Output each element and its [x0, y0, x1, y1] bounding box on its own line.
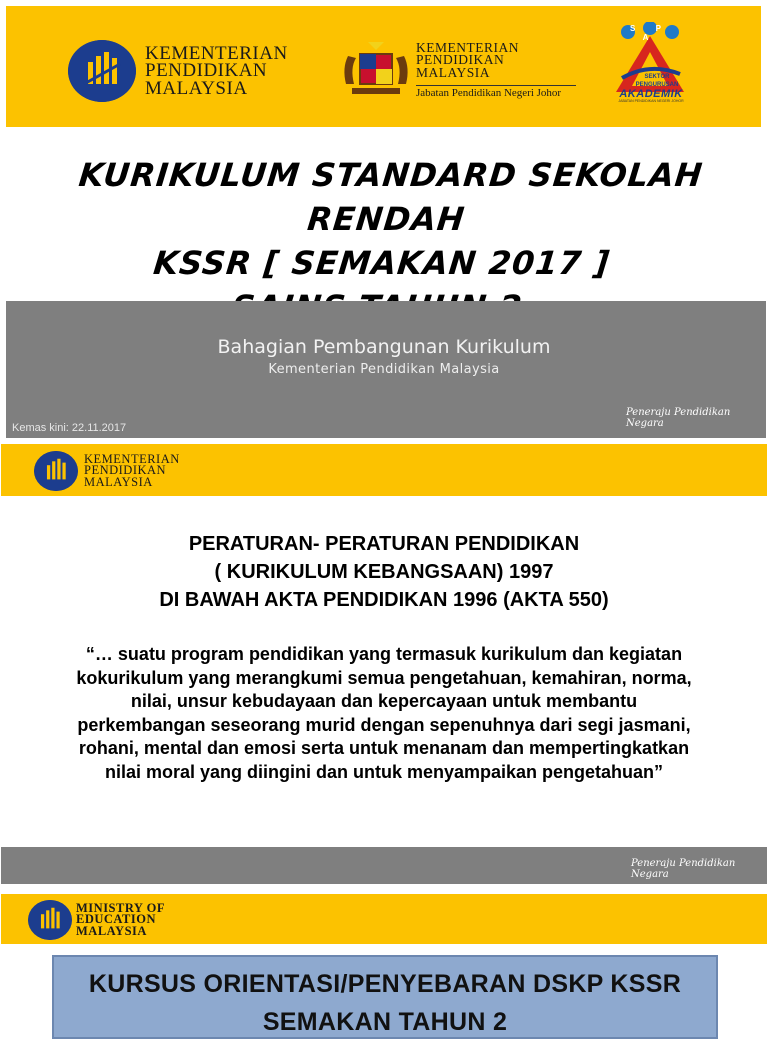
- spa-logo-line4: JABATAN PENDIDIKAN NEGERI JOHOR: [618, 99, 684, 103]
- jpn-logo-line2: PENDIDIKAN: [416, 52, 505, 68]
- jpn-logo-divider: [416, 85, 576, 86]
- coat-of-arms-icon: [338, 38, 414, 100]
- kpm-small-line3: MALAYSIA: [84, 474, 153, 489]
- spa-logo-line1: SEKTOR: [644, 74, 670, 80]
- kpm-small-line1: KEMENTERIAN: [84, 451, 180, 466]
- kpm-logo: [68, 40, 288, 102]
- moe-logo-line2: EDUCATION: [76, 912, 156, 927]
- subtitle-ministry: Kementerian Pendidikan Malaysia: [268, 362, 500, 377]
- slide1-tagline: Peneraju Pendidikan Negara: [626, 407, 731, 429]
- quote-line-5: rohani, mental dan emosi serta untuk menanam dan mempertingkatkan: [78, 738, 690, 758]
- quote-line-6: nilai moral yang diingini dan untuk menyampaikan pengetahuan”: [104, 761, 664, 782]
- course-title-box: [52, 955, 718, 1039]
- kpm-emblem-icon: [68, 40, 136, 102]
- slide2-tagline: Peneraju Pendidikan Negara: [631, 858, 736, 880]
- moe-logo-line3: MALAYSIA: [76, 923, 147, 938]
- kpm-small-line2: PENDIDIKAN: [84, 463, 167, 478]
- updated-date: Kemas kini: 22.11.2017: [12, 422, 127, 434]
- spa-logo: [608, 22, 692, 104]
- kpm-logo-line2: PENDIDIKAN: [145, 60, 268, 82]
- quote-line-1: “… suatu program pendidikan yang termasuk kurikulum dan kegiatan: [85, 644, 683, 664]
- kpm-emblem-icon: [34, 451, 78, 491]
- regulation-heading-2: ( KURIKULUM KEBANGSAAN) 1997: [214, 561, 554, 583]
- subtitle: Bahagian Pembangunan Kurikulum: [217, 336, 551, 358]
- spa-badge: S P A: [630, 24, 670, 42]
- quote-line-3: nilai, unsur kebudayaan dan kepercayaan untuk membantu: [130, 691, 638, 711]
- kpm-logo-line1: KEMENTERIAN: [145, 42, 288, 64]
- moe-logo-line1: MINISTRY OF: [76, 900, 165, 915]
- curriculum-quote: [40, 643, 728, 784]
- moe-emblem-icon: [28, 900, 72, 940]
- jpn-logo-line3: MALAYSIA: [416, 64, 491, 80]
- moe-logo: [28, 900, 165, 940]
- spa-logo-line2: PENGURUSAN: [635, 82, 679, 88]
- kpm-logo-small: [34, 451, 180, 491]
- regulation-heading-1: PERATURAN- PERATURAN PENDIDIKAN: [188, 533, 580, 555]
- title-line-1: KURIKULUM STANDARD SEKOLAH RENDAH: [77, 156, 705, 238]
- quote-line-4: perkembangan seseorang murid dengan sepenuhnya dari segi jasmani,: [77, 714, 691, 735]
- quote-line-2: kokurikulum yang merangkumi semua pengetahuan, kemahiran, norma,: [76, 667, 692, 688]
- course-title-line-2: SEMAKAN TAHUN 2: [262, 1008, 508, 1036]
- regulation-heading-3: DI BAWAH AKTA PENDIDIKAN 1996 (AKTA 550): [159, 589, 609, 611]
- course-title-line-1: KURSUS ORIENTASI/PENYEBARAN DSKP KSSR: [88, 970, 682, 998]
- kpm-logo-line3: MALAYSIA: [145, 77, 248, 99]
- jpn-johor-logo: [338, 38, 578, 102]
- title-line-2: KSSR [ SEMAKAN 2017 ]: [151, 244, 612, 282]
- spa-logo-line3: AKADEMIK: [619, 88, 683, 100]
- jpn-logo-line1: KEMENTERIAN: [416, 40, 519, 55]
- jpn-logo-line4: Jabatan Pendidikan Negeri Johor: [416, 87, 562, 99]
